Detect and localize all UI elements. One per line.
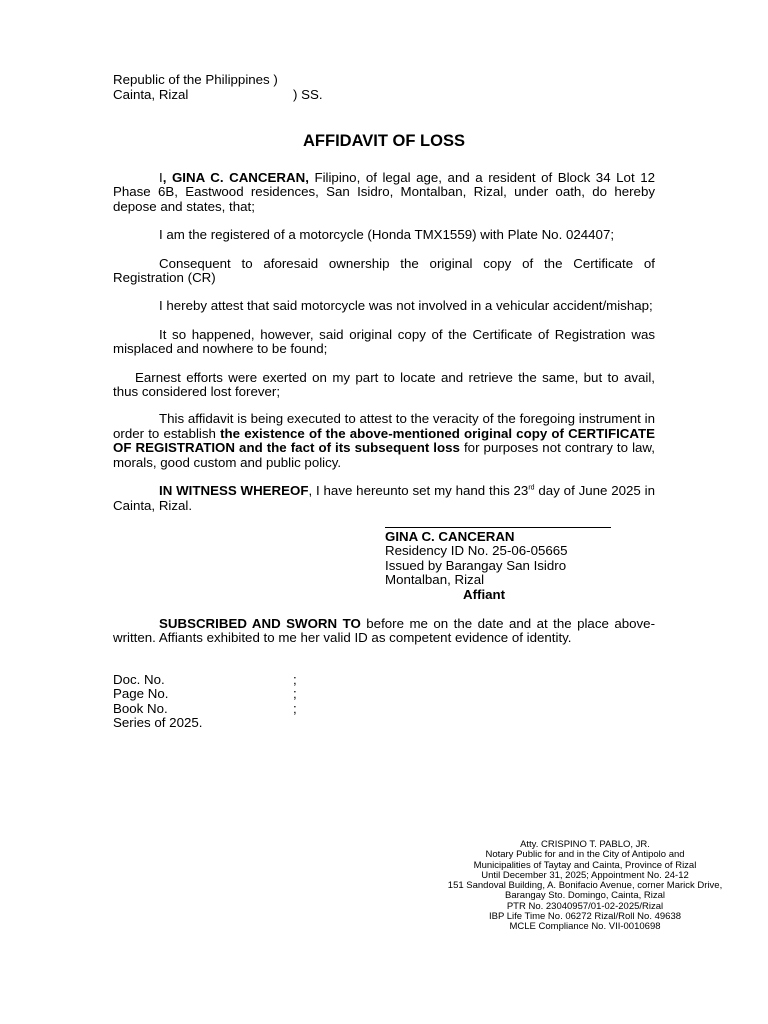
series-row: [113, 716, 655, 730]
jurat-bold: SUBSCRIBED AND SWORN TO: [159, 615, 361, 631]
notary-line: MCLE Compliance No. VII-0010698: [509, 921, 661, 933]
paragraph-efforts: Earnest efforts were exerted on my part to locate and retrieve the same, but to avail, thus considered lost forever;: [113, 369, 655, 400]
notary-line: Notary Public for and in the City of Antipolo and: [485, 849, 685, 861]
doc-no-label: Doc. No.: [113, 671, 165, 687]
signature-role: Affiant: [463, 586, 506, 602]
signature-area: [113, 527, 655, 617]
doc-no-semicolon: ;: [293, 671, 297, 687]
notarial-entries: [113, 673, 655, 731]
venue-line-2: [113, 87, 655, 102]
purpose-bold: the existence of the above-mentioned original copy of CERTIFICATE OF REGISTRATION and the fact of its subsequent loss: [113, 425, 656, 456]
purpose-part2: for purposes not contrary to law, morals, good custom and public policy.: [113, 440, 655, 470]
signature-issued: Issued by Barangay San Isidro: [385, 557, 567, 573]
affidavit-document: [113, 72, 655, 730]
witness-part2: day of June 2025 in Cainta, Rizal.: [113, 483, 655, 513]
paragraph-purpose: [113, 412, 655, 470]
venue-place: Cainta, Rizal: [113, 87, 189, 102]
paragraph-attest: I hereby attest that said motorcycle was not involved in a vehicular accident/mishap;: [159, 298, 653, 314]
witness-sup: rd: [528, 484, 535, 492]
venue-country: Republic of the Philippines ): [113, 72, 278, 87]
book-no-row: [113, 702, 655, 716]
signature-place: Montalban, Rizal: [385, 572, 485, 588]
signature-block: [385, 527, 625, 602]
series-label: Series of 2025.: [113, 714, 203, 730]
intro-prefix: I: [159, 170, 163, 185]
notary-line: IBP Life Time No. 06272 Rizal/Roll No. 49638: [488, 911, 682, 923]
signature-name: GINA C. CANCERAN: [385, 528, 515, 544]
signature-line: [385, 527, 611, 528]
paragraph-witness: [113, 484, 655, 513]
doc-no-row: [113, 673, 655, 687]
notary-line: Atty. CRISPINO T. PABLO, JR.: [520, 839, 650, 850]
witness-part1: , I have hereunto set my hand this 23: [308, 483, 529, 499]
book-no-semicolon: ;: [293, 700, 297, 716]
book-no-label: Book No.: [113, 700, 168, 716]
purpose-part1: This affidavit is being executed to attest to the veracity of the foregoing instrument in order to establish: [113, 411, 655, 441]
venue-line-1: [113, 72, 655, 87]
notary-block: [410, 840, 760, 933]
jurat-rest: before me on the date and at the place above-written. Affiants exhibited to me her valid ID as competent evidence of identity.: [113, 615, 655, 646]
page-no-row: [113, 687, 655, 701]
paragraph-misplaced: It so happened, however, said original copy of the Certificate of Registration was misplaced and nowhere to be found;: [113, 326, 655, 357]
notary-line: PTR No. 23040957/01-02-2025/Rizal: [506, 900, 664, 912]
notary-line: Municipalities of Taytay and Cainta, Province of Rizal: [473, 859, 697, 871]
notary-line: Barangay Sto. Domingo, Cainta, Rizal: [505, 890, 665, 902]
page-no-label: Page No.: [113, 686, 169, 702]
document-title: AFFIDAVIT OF LOSS: [303, 132, 465, 150]
notary-line: Until December 31, 2025; Appointment No. 24-12: [481, 869, 689, 881]
intro-paragraph: [113, 171, 655, 214]
page-no-semicolon: ;: [293, 686, 297, 702]
intro-rest: Filipino, of legal age, and a resident of Block 34 Lot 12 Phase 6B, Eastwood residences, San Isidro, Montalban, Rizal, under oath, do hereby depose and states, that;: [113, 170, 655, 214]
venue-ss: ) SS.: [293, 87, 323, 102]
affiant-name-inline: , GINA C. CANCERAN,: [162, 170, 309, 185]
witness-bold: IN WITNESS WHEREOF: [159, 483, 309, 499]
jurat-paragraph: [113, 617, 655, 646]
paragraph-ownership: Consequent to aforesaid ownership the original copy of the Certificate of Registration (CR): [113, 255, 655, 286]
paragraph-registration: I am the registered of a motorcycle (Honda TMX1559) with Plate No. 024407;: [159, 227, 615, 243]
notary-line: 151 Sandoval Building, A. Bonifacio Avenue, corner Marick Drive,: [447, 880, 723, 892]
signature-id: Residency ID No. 25-06-05665: [385, 543, 568, 559]
